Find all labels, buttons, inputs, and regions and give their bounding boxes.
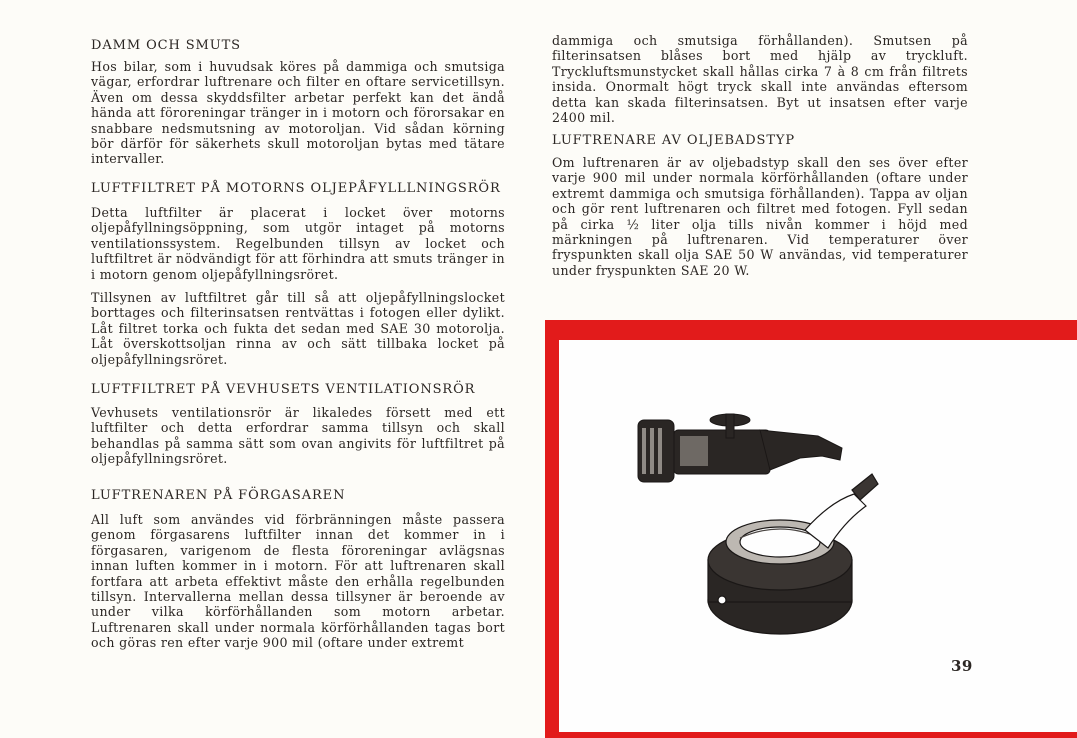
paragraph-oljepafyllningsror-1: Detta luftfilter är placerat i locket över motorns oljepåfyllningsöppning, som utgör intaget på motorns ventilationssystem. Regelbunden tillsyn av locket och luftfiltret är nödvändigt för att förhindra att smuts tränger in i motorn genom oljepåfyllningsröret.: [91, 205, 505, 282]
heading-vevhusets-ventilationsror: LUFTFILTRET PÅ VEVHUSETS VENTILATIONSRÖR: [91, 382, 476, 397]
paragraph-oljepafyllningsror-2: Tillsynen av luftfiltret går till så att oljepåfyllningslocket borttages och filterinsatsen rentvättas i fotogen eller dylikt. Låt filtret torka och fukta det sedan med SAE 30 motorolja. Låt överskottsoljan rinna av och sätt tillbaka locket på oljepåfyllningsröret.: [91, 290, 505, 367]
paragraph-luftrenare-av-oljebadstyp: Om luftrenaren är av oljebadstyp skall den ses över efter varje 900 mil under normala körförhållanden (oftare under extremt dammiga och smutsiga förhållanden). Tappa av oljan och gör rent luftrenaren och filtret med fotogen. Fyll sedan på cirka ½ liter olja tills nivån kommer i höjd med märkningen på luftrenaren. Vid temperaturer över fryspunkten skall olja SAE 50 W användas, vid temperaturer under fryspunkten SAE 20 W.: [552, 155, 968, 278]
paragraph-forgasaren-continued: dammiga och smutsiga förhållanden). Smutsen på filterinsatsen blåses bort med hjälp av tryckluft. Tryckluftsmunstycket skall hållas cirka 7 à 8 cm från filtrets insida. Onormalt högt tryck skall inte användas eftersom detta kan skada filterinsatsen. Byt ut insatsen efter varje 2400 mil.: [552, 33, 968, 126]
paragraph-vevhusets-ventilationsror: Vevhusets ventilationsrör är likaledes försett med ett luftfilter och detta erfordrar samma tillsyn och skall behandlas på samma sätt som ovan angivits för luftfiltret på oljepåfyllningsröret.: [91, 405, 505, 467]
heading-luftrenare-av-oljebadstyp: LUFTRENARE AV OLJEBADSTYP: [552, 133, 796, 148]
paragraph-luftrenaren-pa-forgasaren: All luft som användes vid förbränningen måste passera genom förgasarens luftfilter innan det kommer in i förgasaren, varigenom de flesta föroreningar avlägsnas innan luften kommer in i motorn. För att luftrenaren skall fortfara att arbeta effektivt måste den erhålla regelbunden tillsyn. Intervallerna mellan dessa tillsyner är beroende av under vilka körförhållanden som motorn arbetar. Luftrenaren skall under normala körförhållanden tagas bort och göras ren efter varje 900 mil (oftare under extremt: [91, 512, 505, 651]
heading-oljepafyllningsror: LUFTFILTRET PÅ MOTORNS OLJEPÅFYLLLNINGSRÖR: [91, 181, 501, 196]
paragraph-damm-och-smuts: Hos bilar, som i huvudsak köres på dammiga och smutsiga vägar, erfordrar luftrenare och filter en oftare servicetillsyn. Även om dessa skyddsfilter arbetar perfekt kan det ändå hända att föroreningar tränger in i motorn och förorsakar en snabbare nedsmutsning av motoroljan. Vid sådan körning bör därför för säkerhets skull motoroljan bytas med tätare intervaller.: [91, 59, 505, 167]
heading-damm-och-smuts: DAMM OCH SMUTS: [91, 38, 241, 53]
heading-luftrenaren-pa-forgasaren: LUFTRENAREN PÅ FÖRGASAREN: [91, 488, 346, 503]
air-filter-illustration-icon: [630, 410, 890, 650]
page-number: 39: [951, 657, 973, 675]
